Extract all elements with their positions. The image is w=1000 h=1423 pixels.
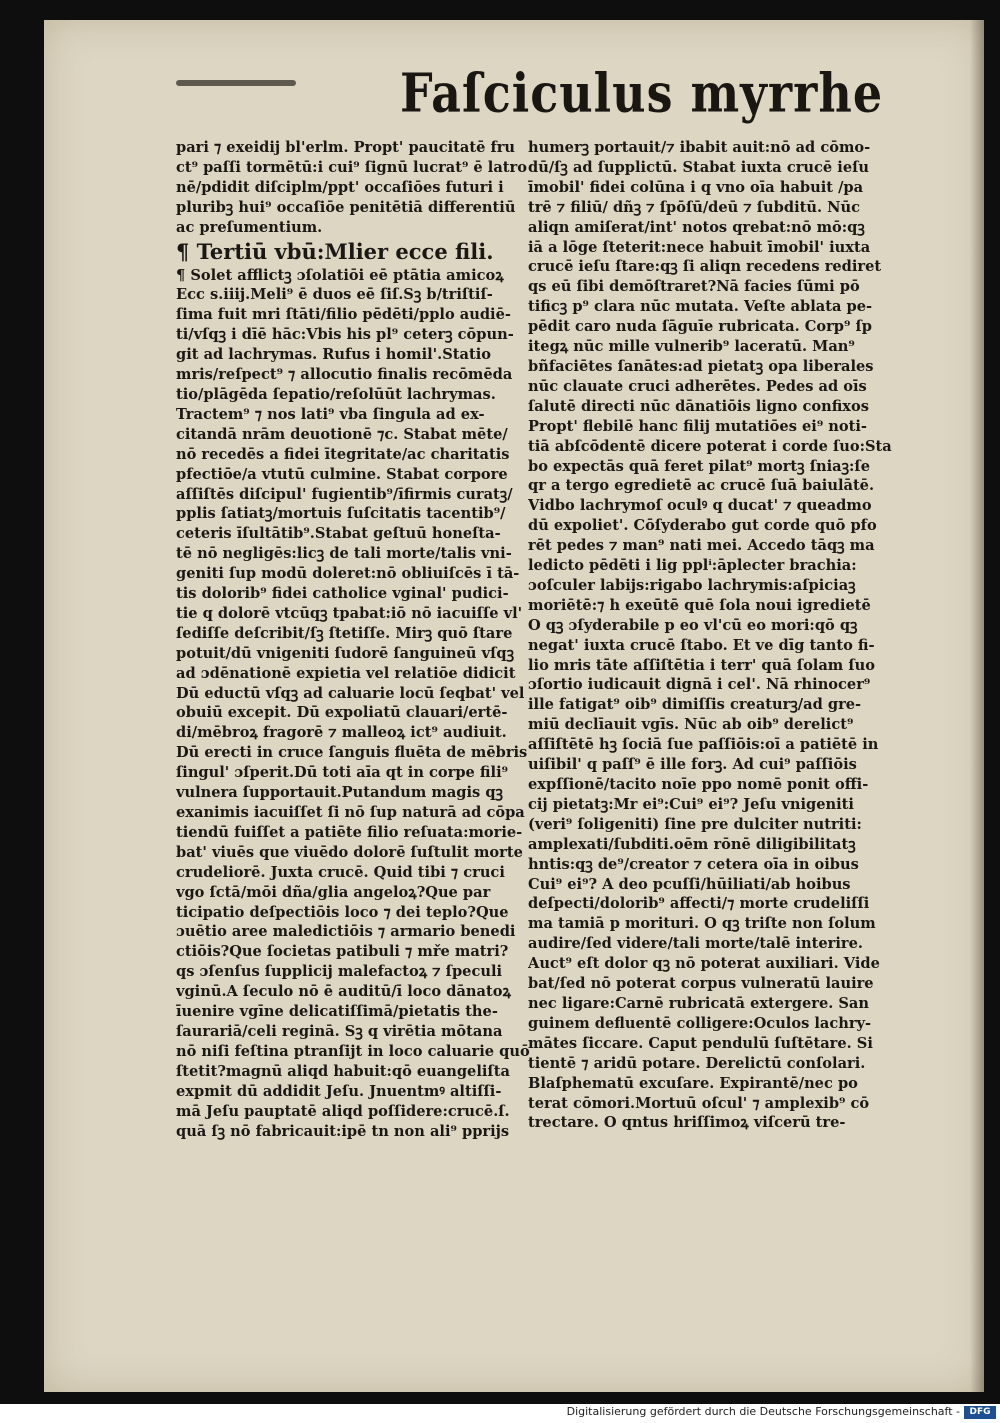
text-line: iā a lōge ſteterit:nece habuit īmobil' iuxta [528,238,871,256]
text-line: pluribꝫ hui⁹ occaſiōe penitētiā differentiū [176,198,516,216]
text-line: negat' iuxta crucē ſtabo. Et ve dīg tanto fi- [528,636,875,654]
text-line: tio/plāgēda ſepatio/reſolūūt lachrymas. [176,385,496,403]
text-line: ac preſumentium. [176,218,323,236]
text-line: ɔuētio aree maledictiōis ⁊ armario benedi [176,923,516,941]
text-line: ¶ Solet afflictꝫ ɔſolatiōi eē ptātia amicoꝝ [176,266,504,284]
text-line: Dū eductū vſqꝫ ad caluarie locū ſeqbat' vel [176,684,525,702]
text-line: tientē ⁊ aridū potare. Derelictū conſolari. [528,1054,866,1072]
text-line: trē ⁊ filiū/ dñꝫ ⁊ ſpōſū/deū ⁊ ſubditū. Nūc [528,198,860,216]
text-line: dū expoliet'. Cōſyderabo gut corde quō pfo [528,517,877,535]
text-line: geniti ſup modū doleret:nō obliuiſcēs ī tā- [176,565,520,583]
text-line: qr a tergo egredietē ac crucē ſuā baiulātē. [528,477,875,495]
text-line: uiſibil' q paſſ⁹ ē ille forꝫ. Ad cui⁹ paſſiōis [528,756,857,774]
text-line: lio mris tāte aſſiſtētia i terr' quā ſolam ſuo [528,656,875,674]
text-line: ceteris īſultātib⁹.Stabat geſtuū honeſta- [176,525,501,543]
text-line: O qꝫ ɔſyderabile p eo vl'cū eo mori:qō qꝫ [528,616,858,634]
text-line: mris/reſpect⁹ ⁊ allocutio finalis recōmēda [176,366,513,384]
text-line: ɔſortio iudicauit dignā i cel'. Nā rhinocer⁹ [528,676,871,694]
text-line: Blaſphematū excuſare. Expirantē/nec po [528,1074,858,1092]
text-line: Ecc s.iiij.Meli⁹ ē duos eē ſiſ.Sꝫ b/triſtiſ- [176,286,493,304]
text-line: ad ɔdēnationē expietia vel relatiōe didicit [176,664,516,682]
text-line: ſaurariā/celi reginā. Sꝫ q virētia mōtana [176,1022,503,1040]
text-line: aſſiſtētē hꝫ ſociā ſue paſſiōis:oī a patiētē in [528,736,879,754]
text-line: dū/ſꝫ ad ſupplictū. Stabat iuxta crucē ieſu [528,158,869,176]
text-line: bat/ſed nō poterat corpus vulneratū lauire [528,975,874,993]
text-line: ct⁹ paſſi tormētū:i cui⁹ ſignū lucrat⁹ ē latro [176,158,527,176]
text-line: vginū.A ſeculo nō ē auditū/ī loco dānatoꝝ [176,983,511,1001]
text-line: aliqn amiſerat/int' notos qrebat:nō mō:qꝫ [528,218,865,236]
text-line: ticipatio deſpectiōis loco ⁊ dei teplo?Que [176,903,509,921]
text-line: quā ſꝫ nō fabricauit:ipē tn non ali⁹ pprijs [176,1122,510,1140]
text-line: nec ligare:Carnē rubricatā extergere. San [528,994,869,1012]
text-line: bñfaciētes ſanātes:ad pietatꝫ opa liberales [528,357,874,375]
text-line: guinem defluentē colligere:Oculos lachry- [528,1014,872,1032]
text-line: qs eū ſibi demōſtraret?Nā facies ſūmi pō [528,278,860,296]
text-line: potuit/dū vnigeniti ſudorē ſanguineū vſqꝫ [176,644,515,662]
text-line: tificꝫ p⁹ clara nūc mutata. Veſte ablata pe- [528,298,873,316]
left-text-column [176,138,558,1141]
text-line: Propt' flebilē hanc filij mutatiōes ei⁹ noti- [528,417,867,435]
text-line: ſediſſe deſcribit/ſꝫ ſtetiſſe. Mirꝫ quō ſtare [176,624,513,642]
text-line: ledicto pēdēti i lig pplⁱ:āplecter brachia: [528,557,857,575]
footer-credit: Digitalisierung gefördert durch die Deutsche Forschungsgemeinschaft - [566,1405,960,1418]
text-line: pari ⁊ exeidij bl'erlm. Propt' paucitatē fru [176,139,516,156]
text-line: trectare. O qntus hriſſimoꝝ viſcerū tre- [528,1114,846,1132]
text-line: nō niſi feſtina ptranſijt in loco caluarie quō [176,1042,530,1060]
text-line: tiā abſcōdentē dicere poterat i corde ſuo:Sta [528,437,892,455]
text-line: vulnera ſupportauit.Putandum magis qꝫ [176,784,503,802]
text-line: moriētē:⁊ h exeūtē quē ſola noui igredietē [528,596,871,614]
header-ornament [176,80,296,86]
text-line: Cui⁹ ei⁹? A deo pcuſſi/hūiliati/ab hoibus [528,875,851,893]
text-line: hntis:qꝫ de⁹/creator ⁊ cetera oīa in oibus [528,855,859,873]
text-line: expmit dū addidit Jeſu. Jnuentmꝰ altiſſi- [176,1082,502,1100]
text-line: īuenire vgīne delicatiſſimā/pietatis the- [176,1003,498,1021]
text-line: obuiū excepit. Dū expoliatū clauari/ertē- [176,704,508,722]
text-line: īmobil' fidei colūna i q vno oīa habuit /pa [528,178,864,196]
text-line: amplexati/ſubditi.oēm rōnē diligibilitatꝫ [528,835,856,853]
text-line: vgo ſctā/mōi dña/glia angeloꝝ?Que par [176,883,491,901]
text-line: exanimis iacuiſſet ſi nō ſup naturā ad cōpa [176,804,525,821]
text-line: rēt pedes ⁊ man⁹ nati mei. Accedo tāqꝫ ma [528,537,875,555]
right-text-column [528,138,918,1133]
text-line: pfectiōe/a vtutū culmine. Stabat corpore [176,465,508,483]
text-line: bat' viuēs que viuēdo dolorē ſuſtulit morte [176,843,523,861]
text-line: pplis ſatiatꝫ/mortuis ſuſcitatis tacentib⁹/ [176,505,506,523]
text-line: bo expectās quā feret pilat⁹ mortꝫ ſniaꝫ:ſe [528,457,870,475]
text-line: nūc clauate cruci adherētes. Pedes ad oīs [528,377,867,395]
text-line: audire/ſed videre/tali morte/talē interire. [528,935,863,953]
text-line: Auct⁹ eſt dolor qꝫ nō poterat auxiliari. Vide [528,955,880,973]
text-line: Vidbo lachrymoſ oculꝰ q ducat' ⁊ queadmo [528,497,872,515]
text-line: (veri⁹ ſoligeniti) ſine pre dulciter nutriti: [528,815,862,833]
text-line: crucē ieſu ſtare:qꝫ ſi aliqn recedens rediret [528,258,882,276]
text-line: nē/pdidit diſciplm/ppt' occaſiōes futuri i [176,178,504,196]
text-line: Dū erecti in cruce ſanguis fluēta de mēbris [176,744,528,762]
text-line: ille fatigat⁹ oib⁹ dimiſſis creaturꝫ/ad gre- [528,696,862,714]
text-line: crudeliorē. Juxta crucē. Quid tibi ⁊ cruci [176,863,505,881]
text-line: miū declīauit vgīs. Nūc ab oib⁹ derelict⁹ [528,716,854,734]
text-line: nō recedēs a fidei ītegritate/ac charitatis [176,445,510,463]
text-line: terat cōmori.Mortuū oſcul' ⁊ amplexib⁹ cō [528,1094,870,1112]
text-line: ɔoſculer labijs:rigabo lachrymis:aſpiciaꝫ [528,576,856,594]
text-line: git ad lachrymas. Rufus i homil'.Statio [176,346,491,364]
text-line: mā Jeſu pauptatē aliqd poſſidere:crucē.ſ. [176,1102,510,1120]
text-line: ti/vſqꝫ i dīē hāc:Vbis his pl⁹ ceterꝫ cōpun- [176,326,514,344]
dfg-logo: DFG [964,1406,996,1419]
text-line: mātes ſiccare. Caput pendulū ſuſtētare. Si [528,1034,873,1052]
text-line: ſingul' ɔſperit.Dū toti aīa qt in corpe fili⁹ [176,764,509,782]
text-line: deſpecti/dolorib⁹ affecti/⁊ morte crudeliſſi [528,895,870,913]
text-line: tie q dolorē vtcūqꝫ tpabat:iō nō iacuiſſe vl' [176,604,523,622]
page-edge-shadow [970,20,984,1392]
text-line: ſtetit?magnū aliqd habuit:qō euangeliſta [176,1062,510,1080]
text-line: tiendū fuiſſet a patiēte filio reſuata:morie- [176,823,523,841]
text-line: ¶ Tertiū vbū:Mlier ecce fili. [176,239,494,264]
text-line: ctiōis?Que ſocietas patibuli ⁊ mře matri? [176,943,509,961]
text-line: humerꝫ portauit/⁊ ibabit auit:nō ad cōmo- [528,139,871,156]
text-line: tis dolorib⁹ fidei catholice vginal' pudici- [176,585,509,603]
text-line: ſalutē directi nūc dānatiōis ligno confixos [528,397,869,415]
text-line: di/mēbroꝝ fragorē ⁊ malleoꝝ ict⁹ audiuit. [176,724,507,742]
text-line: itegꝝ nūc mille vulnerib⁹ laceratū. Man⁹ [528,338,855,356]
text-line: aſſiſtēs diſcipul' fugientib⁹/īfirmis curatꝫ/ [176,485,513,503]
text-line: cij pietatꝫ:Mr ei⁹:Cui⁹ ei⁹? Jeſu vnigeniti [528,795,854,813]
text-line: ma tamiā p morituri. O qꝫ triſte non ſolum [528,915,876,933]
text-line: pēdit caro nuda ſāguīe rubricata. Corp⁹ ſp [528,318,872,336]
page-title: Faſciculus myrrhe [400,62,884,125]
text-line: expſſionē/tacito noīe ppo nomē ponit offi- [528,776,869,793]
text-line: Tractem⁹ ⁊ nos lati⁹ vba ſingula ad ex- [176,405,485,423]
text-line: tē nō negligēs:licꝫ de tali morte/talis vni- [176,545,512,563]
text-line: citandā nrām deuotionē ⁊c. Stabat mēte/ [176,425,508,443]
text-line: qs ɔſenſus ſupplicij malefactoꝝ ⁊ ſpeculi [176,963,503,981]
text-line: ſima fuit mri ſtāti/filio pēdēti/pplo audiē- [176,306,511,324]
